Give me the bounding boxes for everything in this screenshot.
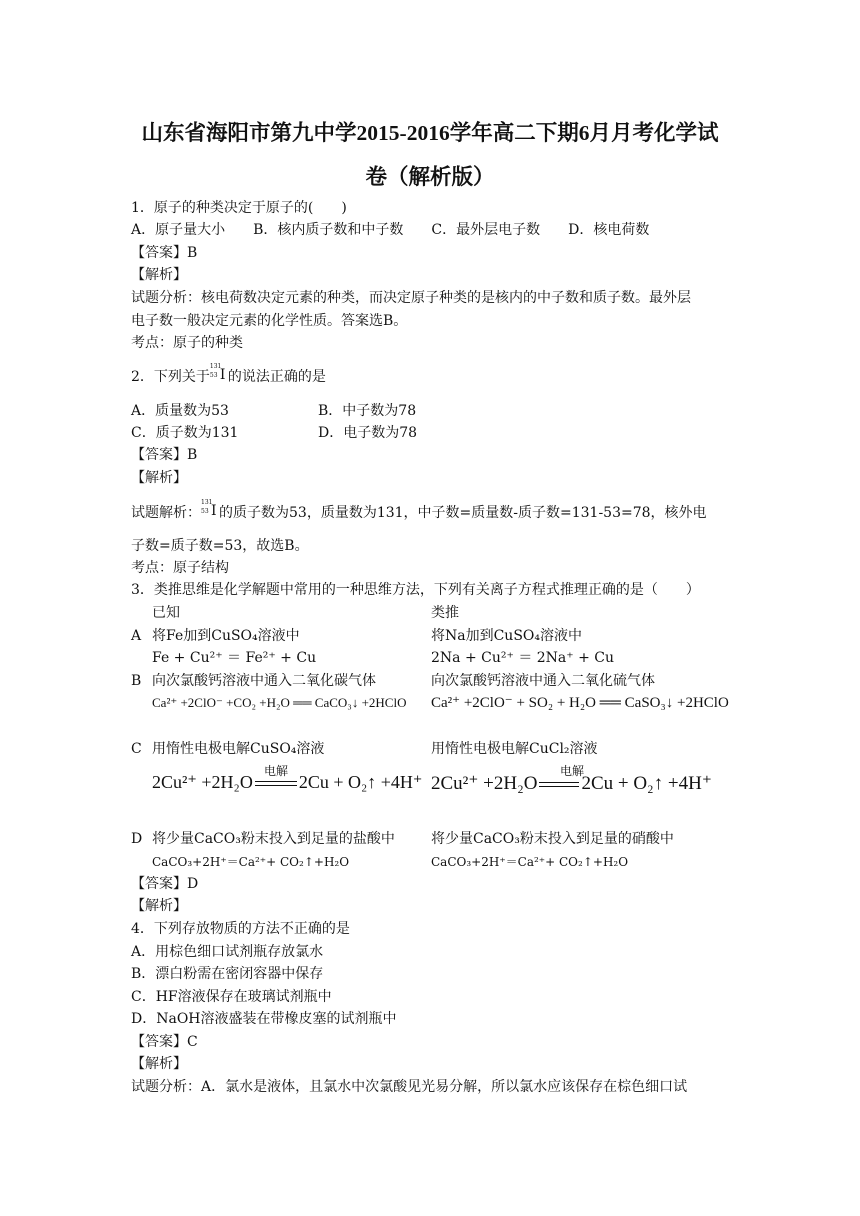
q3-c-known-eq — [152, 772, 422, 793]
q1-analysis-line1: 试题分析：核电荷数决定元素的种类，而决定原子种类的是核内的中子数和质子数。最外层 — [131, 290, 691, 306]
q1-stem: 1．原子的种类决定于原子的( ) — [131, 200, 347, 216]
q3-c-analog-eq-right: 2Cu + O₂↑ +4H⁺ — [581, 773, 712, 794]
q3-row-a-letter: A — [131, 628, 142, 644]
q2-point: 考点：原子结构 — [131, 560, 229, 576]
q3-c-known-condition: 电解 — [264, 764, 289, 778]
q3-b-analog-eq: Ca²⁺ +2ClO⁻ + SO₂ + H₂O ══ CaSO₃↓ +2HClO — [431, 695, 729, 711]
iodine-isotope-symbol — [209, 363, 228, 383]
q3-d-known-eq: CaCO₃+2H⁺＝Ca²⁺+ CO₂↑+H₂O — [152, 855, 350, 869]
q2-stem-suffix: 的说法正确的是 — [227, 369, 326, 385]
q4-option-d: D．NaOH溶液盛装在带橡皮塞的试剂瓶中 — [131, 1011, 397, 1027]
q1-point: 考点：原子的种类 — [131, 335, 243, 351]
iso-atomic-number: 53 — [201, 508, 209, 515]
q3-c-analog-condition: 电解 — [560, 764, 585, 778]
q3-d-known-text: 将少量CaCO₃粉末投入到足量的盐酸中 — [152, 831, 395, 847]
q3-b-known-text: 向次氯酸钙溶液中通入二氧化碳气体 — [152, 673, 376, 689]
q3-stem: 3．类推思维是化学解题中常用的一种思维方法，下列有关离子方程式推理正确的是（ ） — [131, 582, 700, 598]
q3-row-c-letter: C — [131, 741, 142, 757]
q4-option-b: B．漂白粉需在密闭容器中保存 — [131, 966, 324, 982]
q3-b-known-eq: Ca²⁺ +2ClO⁻ +CO₂ +H₂O ══ CaCO₃↓ +2HClO — [152, 695, 407, 710]
q3-col-known: 已知 — [152, 605, 180, 621]
q3-c-analog-text: 用惰性电极电解CuCl₂溶液 — [431, 741, 598, 757]
q3-b-analog-text: 向次氯酸钙溶液中通入二氧化硫气体 — [431, 673, 655, 689]
q3-c-known-text: 用惰性电极电解CuSO₄溶液 — [152, 741, 325, 757]
q2-answer: 【答案】B — [131, 447, 198, 463]
iso-atomic-number: 53 — [209, 372, 218, 379]
doc-title-line1: 山东省海阳市第九中学2015-2016学年高二下期6月月考化学试 — [141, 121, 719, 145]
q4-option-a: A．用棕色细口试剂瓶存放氯水 — [131, 944, 324, 960]
q3-a-analog-text: 将Na加到CuSO₄溶液中 — [431, 628, 583, 644]
q4-option-c: C．HF溶液保存在玻璃试剂瓶中 — [131, 989, 332, 1005]
q4-answer: 【答案】C — [131, 1034, 198, 1050]
q2-stem — [131, 363, 326, 386]
q2-analysis-line2: 子数=质子数=53，故选B。 — [131, 538, 309, 554]
q3-c-analog-eq-left: 2Cu²⁺ +2H₂O — [431, 773, 538, 794]
q3-c-analog-eq — [431, 772, 712, 795]
doc-title-line2: 卷（解析版） — [365, 165, 495, 189]
q2-option-b: B．中子数为78 — [318, 403, 417, 419]
q3-row-b-letter: B — [131, 673, 142, 689]
q2-analysis-label: 【解析】 — [131, 470, 187, 486]
q3-c-known-eq-left: 2Cu²⁺ +2H₂O — [152, 772, 253, 792]
q1-analysis-label: 【解析】 — [131, 267, 187, 283]
q2-analysis-text: 的质子数为53，质量数为131，中子数=质量数-质子数=131-53=78，核外电 — [219, 505, 707, 521]
electrolysis-equals-sign — [255, 781, 297, 786]
q3-analysis-label: 【解析】 — [131, 898, 187, 914]
q3-answer: 【答案】D — [131, 876, 199, 892]
q3-a-analog-eq: 2Na + Cu²⁺ ＝ 2Na⁺ + Cu — [431, 650, 615, 666]
q2-stem-prefix: 2．下列关于 — [131, 369, 210, 385]
q3-c-known-eq-right: 2Cu + O₂↑ +4H⁺ — [298, 772, 423, 792]
q3-col-analog: 类推 — [431, 605, 459, 621]
q2-option-d: D．电子数为78 — [318, 425, 418, 441]
q2-option-a: A．质量数为53 — [131, 403, 229, 419]
q2-analysis-prefix: 试题解析： — [131, 505, 201, 521]
q1-analysis-line2: 电子数一般决定元素的化学性质。答案选B。 — [131, 313, 408, 329]
q4-stem: 4．下列存放物质的方法不正确的是 — [131, 921, 350, 937]
q2-option-c: C．质子数为131 — [131, 425, 239, 441]
iso-element: I — [211, 503, 217, 519]
q3-a-known-eq: Fe + Cu²⁺ ＝ Fe²⁺ + Cu — [152, 650, 317, 666]
q2-analysis-line1 — [131, 499, 707, 522]
iso-mass-number: 131 — [209, 363, 222, 370]
q4-analysis-line1: 试题分析：A．氯水是液体，且氯水中次氯酸见光易分解，所以氯水应该保存在棕色细口试 — [131, 1079, 688, 1095]
q3-d-analog-eq: CaCO₃+2H⁺＝Ca²⁺+ CO₂↑+H₂O — [431, 855, 629, 869]
iso-element: I — [219, 367, 226, 383]
q4-analysis-label: 【解析】 — [131, 1056, 187, 1072]
q3-d-analog-text: 将少量CaCO₃粉末投入到足量的硝酸中 — [431, 831, 674, 847]
q1-answer: 【答案】B — [131, 245, 198, 261]
q1-options: A．原子量大小 B．核内质子数和中子数 C．最外层电子数 D．核电荷数 — [131, 222, 650, 238]
iso-mass-number: 131 — [201, 499, 213, 506]
iodine-isotope-symbol — [201, 499, 219, 519]
electrolysis-equals-sign — [539, 782, 579, 787]
q3-row-d-letter: D — [131, 831, 143, 847]
q3-a-known-text: 将Fe加到CuSO₄溶液中 — [152, 628, 300, 644]
